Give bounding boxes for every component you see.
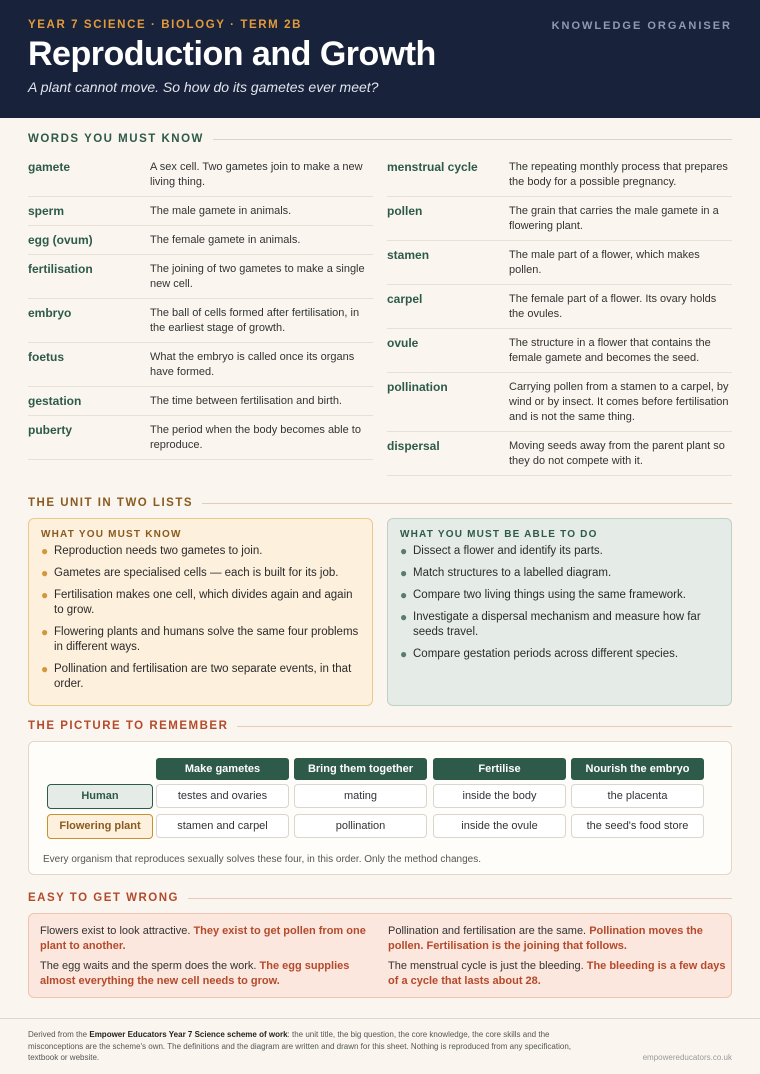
glossary-term: gamete: [28, 160, 71, 174]
misconceptions-box: [28, 913, 732, 998]
glossary-definition: What the embryo is called once its organs have formed.: [150, 351, 355, 378]
list-item: [41, 662, 360, 692]
glossary-term: sperm: [28, 204, 65, 218]
glossary-definition: The grain that carries the male gamete in a flowering plant.: [509, 205, 719, 232]
glossary-term: gestation: [28, 394, 82, 408]
bullet-icon: ●: [400, 566, 408, 580]
list-item-text: Compare two living things using the same framework.: [413, 589, 686, 601]
glossary-definition: The period when the body becomes able to reproduce.: [150, 424, 361, 451]
big-question: A plant cannot move. So how do its gametes ever meet?: [28, 79, 379, 95]
list-item-text: Investigate a dispersal mechanism and measure how far seeds travel.: [413, 611, 701, 638]
diagram-column-header: Fertilise: [433, 758, 566, 780]
glossary-definition: The structure in a flower that contains the female gamete and becomes the seed.: [509, 337, 711, 364]
misconception-item: [40, 924, 378, 954]
misconception-fix: Pollination moves the pollen. Fertilisation is the joining that follows.: [388, 925, 703, 952]
glossary-definition: Carrying pollen from a stamen to a carpel, by wind or by insect. It comes before fertilisation and is not the same thing.: [509, 381, 729, 423]
glossary-definition: The time between fertilisation and birth.: [150, 395, 342, 407]
credit-source: Empower Educators Year 7 Science scheme of work: [89, 1030, 288, 1039]
list-item-text: Fertilisation makes one cell, which divides again and again to grow.: [54, 589, 353, 616]
diagram-cell: the seed's food store: [571, 814, 704, 838]
glossary-row: [387, 329, 732, 373]
divider: [188, 898, 732, 899]
misconception-myth: The egg waits and the sperm does the work.: [40, 960, 257, 972]
diagram-column-header: Nourish the embryo: [571, 758, 704, 780]
glossary-definition: The male part of a flower, which makes pollen.: [509, 249, 700, 276]
glossary-row: [387, 241, 732, 285]
diagram-cell: the placenta: [571, 784, 704, 808]
document-type-tag: KNOWLEDGE ORGANISER: [551, 20, 732, 32]
diagram-cell: inside the ovule: [433, 814, 566, 838]
footer: [0, 1018, 760, 1074]
list-item: [400, 544, 719, 559]
glossary-definition: Moving seeds away from the parent plant so they do not compete with it.: [509, 440, 725, 467]
list-item-text: Match structures to a labelled diagram.: [413, 567, 612, 579]
glossary-definition: A sex cell. Two gametes join to make a new living thing.: [150, 161, 363, 188]
list-item: [41, 566, 360, 581]
list-item: [41, 588, 360, 618]
credit-text: : the unit title, the big question, the core knowledge, the core skills and the misconceptions are the scheme's own. The definitions and the diagram are written and drawn for this sheet. Nothing is reproduced from any specification, textbook or website.: [28, 1030, 571, 1062]
glossary-term: carpel: [387, 292, 423, 306]
misconceptions-column-left: [40, 924, 378, 994]
diagram-cell: pollination: [294, 814, 427, 838]
glossary-row: [28, 255, 373, 299]
glossary-definition: The ball of cells formed after fertilisation, in the earliest stage of growth.: [150, 307, 360, 334]
diagram-cell: stamen and carpel: [156, 814, 289, 838]
box-title: WHAT YOU MUST BE ABLE TO DO: [400, 529, 598, 540]
misconception-myth: Flowers exist to look attractive.: [40, 925, 191, 937]
glossary-definition: The female gamete in animals.: [150, 234, 301, 246]
glossary-row: [28, 416, 373, 460]
diagram-cell: testes and ovaries: [156, 784, 289, 808]
glossary-term: menstrual cycle: [387, 160, 478, 174]
glossary-term: stamen: [387, 248, 430, 262]
section-heading-wrong: [28, 892, 732, 904]
glossary-definition: The joining of two gametes to make a single new cell.: [150, 263, 365, 290]
list-item-text: Gametes are specialised cells — each is built for its job.: [54, 567, 339, 579]
misconception-item: [388, 959, 726, 989]
section-heading-words: [28, 133, 732, 145]
glossary-row: [387, 373, 732, 432]
bullet-icon: ●: [41, 662, 49, 676]
box-title: WHAT YOU MUST KNOW: [41, 529, 182, 540]
misconceptions-column-right: [388, 924, 726, 994]
must-know-list: [41, 544, 360, 692]
glossary-row: [387, 197, 732, 241]
course-kicker: YEAR 7 SCIENCE · BIOLOGY · TERM 2B: [28, 19, 302, 31]
misconception-fix: The egg supplies almost everything the new cell needs to grow.: [40, 960, 350, 987]
misconception-fix: They exist to get pollen from one plant to another.: [40, 925, 366, 952]
glossary: [28, 153, 732, 476]
diagram-cell: inside the body: [433, 784, 566, 808]
list-item: [41, 625, 360, 655]
glossary-row: [28, 299, 373, 343]
list-item-text: Reproduction needs two gametes to join.: [54, 545, 263, 557]
bullet-icon: ●: [41, 625, 49, 639]
glossary-definition: The repeating monthly process that prepares the body for a possible pregnancy.: [509, 161, 728, 188]
list-item-text: Flowering plants and humans solve the same four problems in different ways.: [54, 626, 359, 653]
misconception-myth: The menstrual cycle is just the bleeding.: [388, 960, 584, 972]
list-item: [400, 647, 719, 662]
bullet-icon: ●: [400, 544, 408, 558]
glossary-term: pollen: [387, 204, 423, 218]
bullet-icon: ●: [400, 610, 408, 624]
divider: [237, 726, 732, 727]
must-do-box: [387, 518, 732, 706]
section-heading-lists: [28, 497, 732, 509]
section-title: THE UNIT IN TWO LISTS: [28, 497, 194, 509]
section-heading-picture: [28, 720, 732, 732]
glossary-term: ovule: [387, 336, 419, 350]
list-item-text: Dissect a flower and identify its parts.: [413, 545, 603, 557]
must-do-list: [400, 544, 719, 662]
diagram-cell: mating: [294, 784, 427, 808]
glossary-row: [387, 153, 732, 197]
divider: [213, 139, 732, 140]
glossary-term: fertilisation: [28, 262, 93, 276]
glossary-column-right: [387, 153, 732, 476]
diagram-column-header: Make gametes: [156, 758, 289, 780]
glossary-term: pollination: [387, 380, 448, 394]
diagram-column-header: Bring them together: [294, 758, 427, 780]
glossary-row: [28, 153, 373, 197]
list-item-text: Compare gestation periods across different species.: [413, 648, 679, 660]
bullet-icon: ●: [41, 588, 49, 602]
glossary-row: [387, 285, 732, 329]
source-credit: [28, 1029, 588, 1064]
section-title: THE PICTURE TO REMEMBER: [28, 720, 229, 732]
glossary-definition: The female part of a flower. Its ovary holds the ovules.: [509, 293, 717, 320]
bullet-icon: ●: [41, 544, 49, 558]
glossary-definition: The male gamete in animals.: [150, 205, 292, 217]
website-link[interactable]: empowereducators.co.uk: [642, 1053, 732, 1062]
bullet-icon: ●: [400, 647, 408, 661]
misconception-item: [40, 959, 378, 989]
glossary-row: [28, 343, 373, 387]
diagram-row-label-plant: Flowering plant: [47, 814, 153, 839]
list-item-text: Pollination and fertilisation are two separate events, in that order.: [54, 663, 352, 690]
glossary-term: foetus: [28, 350, 64, 364]
glossary-row: [28, 387, 373, 416]
list-item: [400, 610, 719, 640]
glossary-term: dispersal: [387, 439, 440, 453]
glossary-column-left: [28, 153, 373, 476]
list-item: [41, 544, 360, 559]
header: [0, 0, 760, 118]
bullet-icon: ●: [41, 566, 49, 580]
diagram-note: Every organism that reproduces sexually solves these four, in this order. Only the method changes.: [43, 854, 482, 865]
misconception-myth: Pollination and fertilisation are the same.: [388, 925, 587, 937]
glossary-term: embryo: [28, 306, 72, 320]
diagram-row-label-human: Human: [47, 784, 153, 809]
comparison-diagram: [28, 741, 732, 875]
credit-text: Derived from the: [28, 1030, 90, 1039]
must-know-box: [28, 518, 373, 706]
glossary-term: egg (ovum): [28, 233, 93, 247]
bullet-icon: ●: [400, 588, 408, 602]
list-item: [400, 588, 719, 603]
page-title: Reproduction and Growth: [28, 35, 436, 73]
glossary-row: [28, 226, 373, 255]
glossary-row: [28, 197, 373, 226]
glossary-term: puberty: [28, 423, 73, 437]
misconception-fix: The bleeding is a few days of a cycle that lasts about 28.: [388, 960, 726, 987]
section-title: EASY TO GET WRONG: [28, 892, 179, 904]
glossary-row: [387, 432, 732, 476]
section-title: WORDS YOU MUST KNOW: [28, 133, 204, 145]
divider: [202, 503, 732, 504]
list-item: [400, 566, 719, 581]
misconception-item: [388, 924, 726, 954]
